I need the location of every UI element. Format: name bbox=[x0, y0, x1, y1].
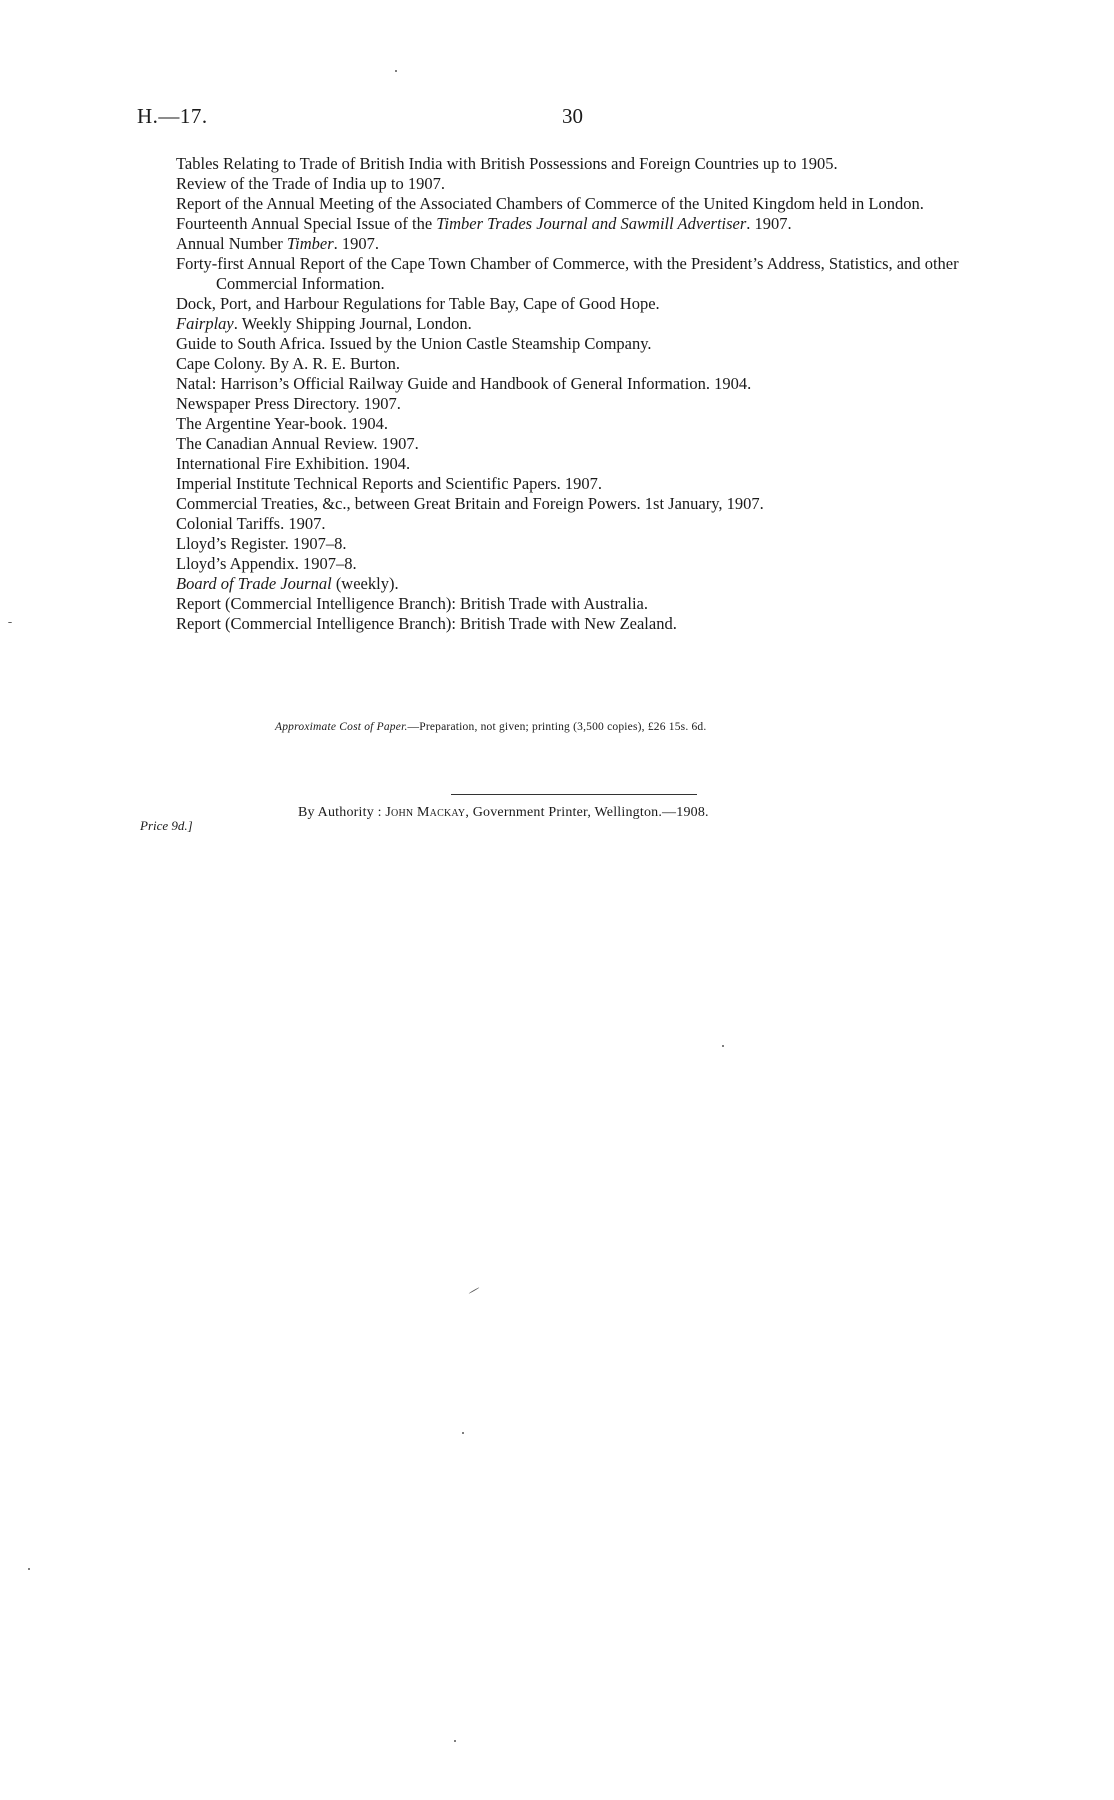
entry-pre-text: Imperial Institute Technical Reports and Scientific Papers. 1907. bbox=[176, 474, 603, 493]
entry-pre-text: The Canadian Annual Review. 1907. bbox=[176, 434, 419, 453]
entry-pre-text: Report of the Annual Meeting of the Associated Chambers of Commerce of the United Kingdom held in London. bbox=[176, 194, 924, 213]
entry-pre-text: Guide to South Africa. Issued by the Union Castle Steamship Company. bbox=[176, 334, 652, 353]
scan-speck bbox=[454, 1740, 456, 1742]
imprint-suffix: , Government Printer, Wellington.—1908. bbox=[465, 805, 709, 820]
page-number: 30 bbox=[562, 104, 583, 128]
list-item bbox=[176, 534, 1006, 554]
entry-italic-text: Fairplay bbox=[176, 314, 234, 333]
entry-pre-text: Natal: Harrison’s Official Railway Guide and Handbook of General Information. 1904. bbox=[176, 374, 752, 393]
scan-speck bbox=[469, 1287, 480, 1294]
printer-imprint bbox=[298, 805, 709, 821]
list-item bbox=[176, 554, 1006, 574]
entry-pre-text: Fourteenth Annual Special Issue of the bbox=[176, 214, 437, 233]
list-item bbox=[176, 294, 1006, 314]
scan-speck bbox=[8, 622, 12, 623]
scan-speck bbox=[28, 1568, 30, 1570]
entry-post-text: (weekly). bbox=[331, 574, 399, 593]
list-item bbox=[176, 254, 1006, 294]
list-item bbox=[176, 574, 1006, 594]
entry-post-text: . Weekly Shipping Journal, London. bbox=[233, 314, 472, 333]
page-header bbox=[137, 104, 977, 138]
list-item bbox=[176, 314, 1006, 334]
list-item bbox=[176, 414, 1006, 434]
entry-pre-text: Dock, Port, and Harbour Regulations for Table Bay, Cape of Good Hope. bbox=[176, 294, 660, 313]
list-item bbox=[176, 154, 1006, 174]
entry-italic-text: Timber Trades Journal and Sawmill Advertiser bbox=[436, 214, 747, 233]
list-item bbox=[176, 494, 1006, 514]
entry-pre-text: Report (Commercial Intelligence Branch): British Trade with Australia. bbox=[176, 594, 648, 613]
list-item bbox=[176, 354, 1006, 374]
entry-italic-text: Timber bbox=[286, 234, 334, 253]
entry-post-text: . 1907. bbox=[333, 234, 380, 253]
publication-list bbox=[176, 154, 1006, 634]
list-item bbox=[176, 194, 1006, 214]
list-item bbox=[176, 334, 1006, 354]
entry-pre-text: Report (Commercial Intelligence Branch): British Trade with New Zealand. bbox=[176, 614, 677, 633]
cost-of-paper-note bbox=[275, 721, 975, 733]
entry-pre-text: Commercial Treaties, &c., between Great Britain and Foreign Powers. 1st January, 1907. bbox=[176, 494, 764, 513]
entry-italic-text: Board of Trade Journal bbox=[176, 574, 332, 593]
list-item bbox=[176, 374, 1006, 394]
entry-pre-text: Forty-first Annual Report of the Cape Town Chamber of Commerce, with the President’s Address, Statistics, and other Commercial Information. bbox=[176, 254, 959, 293]
entry-pre-text: Lloyd’s Register. 1907–8. bbox=[176, 534, 347, 553]
list-item bbox=[176, 214, 1006, 234]
scan-speck bbox=[395, 70, 397, 72]
entry-pre-text: Annual Number bbox=[176, 234, 287, 253]
entry-pre-text: Cape Colony. By A. R. E. Burton. bbox=[176, 354, 400, 373]
imprint-prefix: By Authority : bbox=[298, 805, 386, 820]
entry-pre-text: Colonial Tariffs. 1907. bbox=[176, 514, 326, 533]
entry-pre-text: Newspaper Press Directory. 1907. bbox=[176, 394, 401, 413]
entry-pre-text: Lloyd’s Appendix. 1907–8. bbox=[176, 554, 357, 573]
cost-text: —Preparation, not given; printing (3,500 copies), £26 15s. 6d. bbox=[407, 721, 707, 733]
entry-pre-text: Review of the Trade of India up to 1907. bbox=[176, 174, 446, 193]
list-item bbox=[176, 434, 1006, 454]
scan-speck bbox=[722, 1045, 724, 1047]
printer-name: John Mackay bbox=[385, 805, 466, 820]
document-reference: H.—17. bbox=[137, 104, 208, 128]
scan-speck bbox=[462, 1432, 464, 1434]
divider-rule bbox=[451, 794, 697, 795]
list-item bbox=[176, 234, 1006, 254]
entry-pre-text: International Fire Exhibition. 1904. bbox=[176, 454, 411, 473]
list-item bbox=[176, 474, 1006, 494]
list-item bbox=[176, 614, 1006, 634]
list-item bbox=[176, 594, 1006, 614]
list-item bbox=[176, 514, 1006, 534]
list-item bbox=[176, 174, 1006, 194]
cost-label: Approximate Cost of Paper. bbox=[275, 721, 408, 733]
list-item bbox=[176, 454, 1006, 474]
entry-post-text: . 1907. bbox=[746, 214, 792, 233]
list-item bbox=[176, 394, 1006, 414]
price-note: Price 9d.] bbox=[140, 818, 193, 833]
entry-pre-text: The Argentine Year-book. 1904. bbox=[176, 414, 389, 433]
entry-pre-text: Tables Relating to Trade of British India with British Possessions and Foreign Countries up to 1905. bbox=[176, 154, 838, 173]
